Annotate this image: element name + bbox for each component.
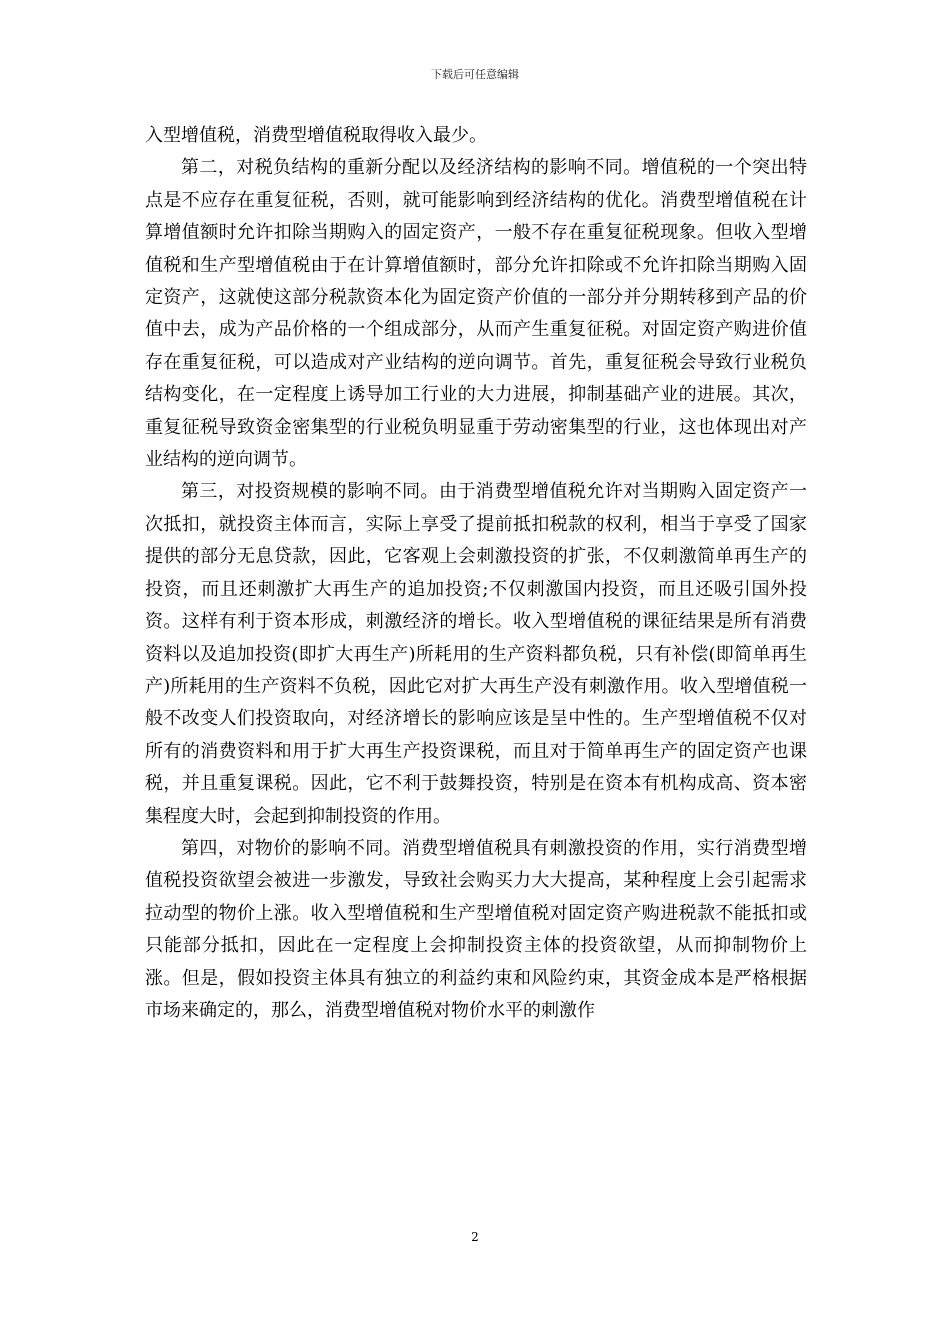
paragraph-fourth: 第四，对物价的影响不同。消费型增值税具有刺激投资的作用，实行消费型增值税投资欲望会被进一步激发，导致社会购买力大大提高，某种程度上会引起需求拉动型的物价上涨。收入型增值税和生产型增值税对固定资产购进税款不能抵扣或只能部分抵扣，因此在一定程度上会抑制投资主体的投资欲望，从而抑制物价上涨。但是，假如投资主体具有独立的利益约束和风险约束，其资金成本是严格根据市场来确定的，那么，消费型增值税对物价水平的刺激作 xyxy=(145,837,807,1021)
page-header: 下载后可任意编辑 xyxy=(431,68,519,81)
paragraph-third: 第三，对投资规模的影响不同。由于消费型增值税允许对当期购入固定资产一次抵扣，就投资主体而言，实际上享受了提前抵扣税款的权利，相当于享受了国家提供的部分无息贷款，因此，它客观上会刺激投资的扩张，不仅刺激简单再生产的投资，而且还刺激扩大再生产的追加投资;不仅刺激国内投资，而且还吸引国外投资。这样有利于资本形成，刺激经济的增长。收入型增值税的课征结果是所有消费资料以及追加投资(即扩大再生产)所耗用的生产资料都负税，只有补偿(即简单再生产)所耗用的生产资料不负税，因此它对扩大再生产没有刺激作用。收入型增值税一般不改变人们投资取向，对经济增长的影响应该是呈中性的。生产型增值税不仅对所有的消费资料和用于扩大再生产投资课税，而且对于简单再生产的固定资产也课税，并且重复课税。因此，它不利于鼓舞投资，特别是在资本有机构成高、资本密集程度大时，会起到抑制投资的作用。 xyxy=(145,481,807,827)
paragraph-second: 第二，对税负结构的重新分配以及经济结构的影响不同。增值税的一个突出特点是不应存在重复征税，否则，就可能影响到经济结构的优化。消费型增值税在计算增值额时允许扣除当期购入的固定资产，一般不存在重复征税现象。但收入型增值税和生产型增值税由于在计算增值额时，部分允许扣除或不允许扣除当期购入固定资产，这就使这部分税款资本化为固定资产价值的一部分并分期转移到产品的价值中去，成为产品价格的一个组成部分，从而产生重复征税。对固定资产购进价值存在重复征税，可以造成对产业结构的逆向调节。首先，重复征税会导致行业税负结构变化，在一定程度上诱导加工行业的大力进展，抑制基础产业的进展。其次，重复征税导致资金密集型的行业税负明显重于劳动密集型的行业，这也体现出对产业结构的逆向调节。 xyxy=(145,157,807,471)
paragraph-continuation: 入型增值税，消费型增值税取得收入最少。 xyxy=(145,125,487,146)
document-body xyxy=(145,120,807,1027)
page-number: 2 xyxy=(471,1230,479,1244)
